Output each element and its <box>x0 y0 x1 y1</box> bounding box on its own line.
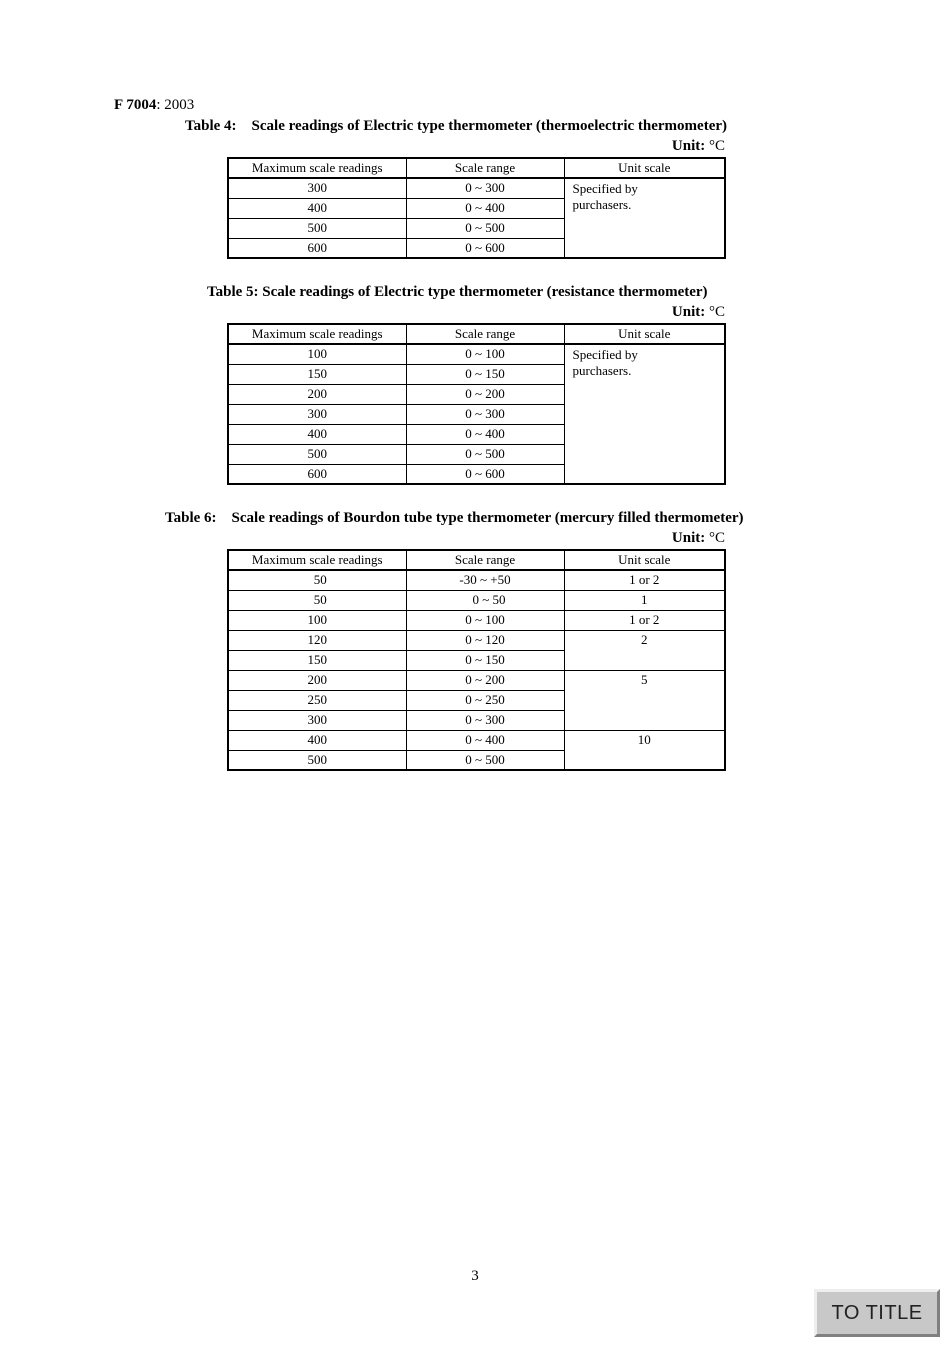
table-row: 150 0 ~ 150 <box>228 364 725 384</box>
table-row: 400 0 ~ 400 <box>228 424 725 444</box>
unit-scale-note: Specified by purchasers. <box>564 344 725 484</box>
table-row: 300 0 ~ 300 <box>228 404 725 424</box>
table5 <box>227 323 726 485</box>
table6 <box>227 549 726 771</box>
table-row: 100 0 ~ 100 Specified by purchasers. <box>228 344 725 364</box>
column-header: Maximum scale readings <box>228 158 406 178</box>
column-header: Unit scale <box>564 550 725 570</box>
table-row: 200 0 ~ 200 5 <box>228 670 725 690</box>
unit-scale: 2 <box>564 630 725 670</box>
table-row: 50 0 ~ 50 1 <box>228 590 725 610</box>
unit-scale-note: Specified by purchasers. <box>564 178 725 258</box>
document-year: : 2003 <box>156 97 195 113</box>
column-header: Scale range <box>406 550 564 570</box>
table-row: 300 0 ~ 300 <box>228 710 725 730</box>
table-row: 50 -30 ~ +50 1 or 2 <box>228 570 725 590</box>
unit-scale: 1 or 2 <box>564 610 725 630</box>
table-row: 500 0 ~ 500 <box>228 750 725 770</box>
table-row: 600 0 ~ 600 <box>228 464 725 484</box>
table-row: 500 0 ~ 500 <box>228 218 725 238</box>
table-row: 500 0 ~ 500 <box>228 444 725 464</box>
column-header: Maximum scale readings <box>228 324 406 344</box>
table5-unit: Unit: °C <box>671 304 725 320</box>
table6-unit: Unit: °C <box>671 530 725 546</box>
unit-scale: 10 <box>564 730 725 770</box>
unit-scale: 1 <box>564 590 725 610</box>
to-title-button[interactable]: TO TITLE <box>814 1289 940 1337</box>
table-row: 200 0 ~ 200 <box>228 384 725 404</box>
table-row: 300 0 ~ 300 Specified by purchasers. <box>228 178 725 198</box>
table4-unit: Unit: °C <box>671 138 725 154</box>
table4-caption: Table 4: Scale readings of Electric type thermometer (thermoelectric thermometer) <box>185 118 728 134</box>
table6-caption: Table 6: Scale readings of Bourdon tube type thermometer (mercury filled thermometer) <box>165 510 744 526</box>
column-header: Scale range <box>406 324 564 344</box>
table-row: 120 0 ~ 120 2 <box>228 630 725 650</box>
column-header: Unit scale <box>564 324 725 344</box>
table4 <box>227 157 726 259</box>
column-header: Scale range <box>406 158 564 178</box>
page-number: 3 <box>471 1268 479 1284</box>
table-row: 150 0 ~ 150 <box>228 650 725 670</box>
table-row: 100 0 ~ 100 1 or 2 <box>228 610 725 630</box>
column-header: Maximum scale readings <box>228 550 406 570</box>
table-row: 400 0 ~ 400 10 <box>228 730 725 750</box>
unit-scale: 5 <box>564 670 725 730</box>
table5-caption: Table 5: Scale readings of Electric type thermometer (resistance thermometer) <box>207 284 708 300</box>
document-code: F 7004 <box>114 97 157 113</box>
table-row: 250 0 ~ 250 <box>228 690 725 710</box>
table-row: 400 0 ~ 400 <box>228 198 725 218</box>
column-header: Unit scale <box>564 158 725 178</box>
document-id <box>114 97 194 114</box>
table-row: 600 0 ~ 600 <box>228 238 725 258</box>
unit-scale: 1 or 2 <box>564 570 725 590</box>
